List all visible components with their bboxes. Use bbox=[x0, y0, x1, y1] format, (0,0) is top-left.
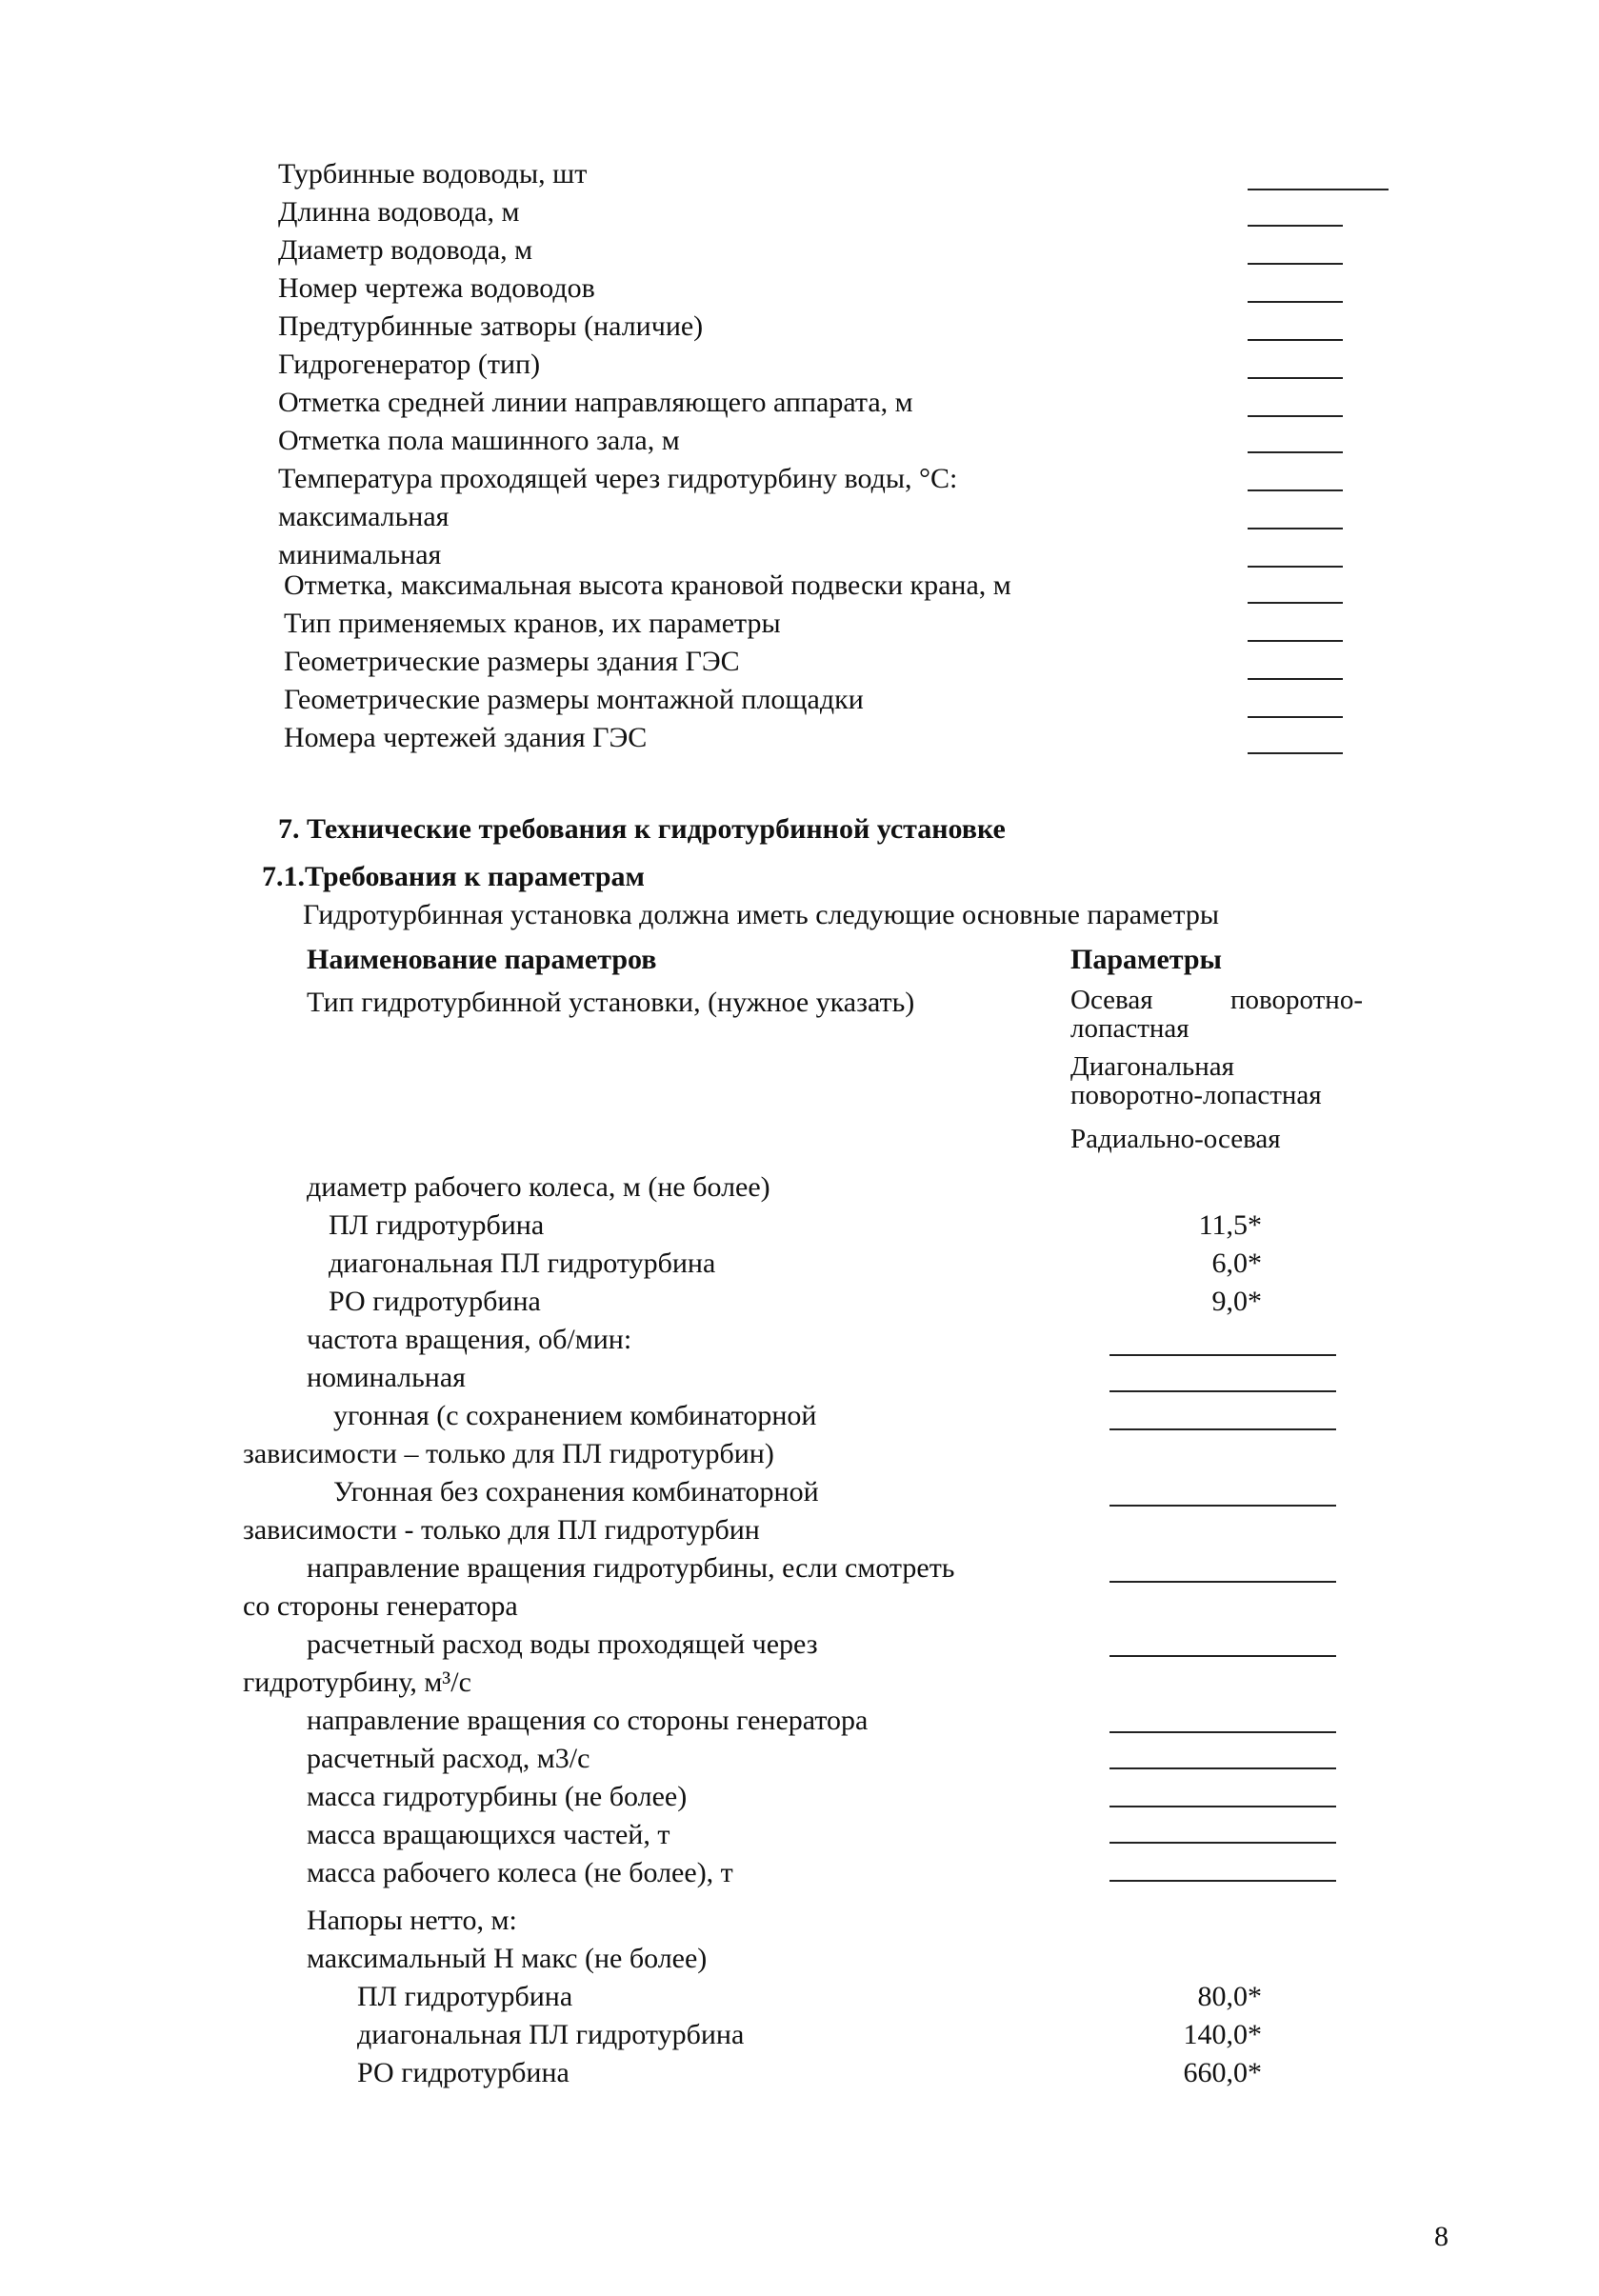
diameter-row-value: 6,0* bbox=[1211, 1248, 1262, 1279]
list-item: Гидрогенератор (тип) bbox=[278, 349, 541, 380]
param-label: масса вращающихся частей, т bbox=[307, 1819, 670, 1850]
list-item: минимальная bbox=[278, 539, 442, 570]
heads-row-value: 140,0* bbox=[1183, 2019, 1262, 2050]
blank-line bbox=[1248, 263, 1343, 265]
param-label: гидротурбину, м³/с bbox=[243, 1667, 471, 1698]
list-item: Длинна водовода, м bbox=[278, 196, 520, 228]
blank-line bbox=[1109, 1655, 1336, 1657]
blank-line bbox=[1248, 339, 1343, 341]
blank-line bbox=[1248, 415, 1343, 417]
blank-line bbox=[1248, 377, 1343, 379]
blank-line bbox=[1109, 1390, 1336, 1392]
list-item: Отметка средней линии направляющего аппарата, м bbox=[278, 387, 913, 418]
list-item: Температура проходящей через гидротурбину воды, °С: bbox=[278, 463, 958, 494]
param-label: Угонная без сохранения комбинаторной bbox=[333, 1476, 819, 1507]
blank-line bbox=[1248, 752, 1343, 754]
param-label: со стороны генератора bbox=[243, 1590, 518, 1622]
section-heading: 7. Технические требования к гидротурбинной установке bbox=[278, 813, 1006, 845]
heads-row-name: РО гидротурбина bbox=[357, 2057, 570, 2088]
blank-line bbox=[1248, 528, 1343, 529]
blank-line bbox=[1248, 602, 1343, 604]
list-item: Тип применяемых кранов, их параметры bbox=[284, 608, 781, 639]
blank-line bbox=[1109, 1581, 1336, 1583]
param-label: угонная (с сохранением комбинаторной bbox=[333, 1400, 817, 1431]
list-item: Номер чертежа водоводов bbox=[278, 272, 595, 304]
param-label: направление вращения со стороны генератора bbox=[307, 1705, 869, 1736]
param-label: расчетный расход, м3/с bbox=[307, 1743, 590, 1774]
blank-line bbox=[1248, 301, 1343, 303]
list-item: Предтурбинные затворы (наличие) bbox=[278, 310, 704, 342]
param-label: расчетный расход воды проходящей через bbox=[307, 1628, 818, 1660]
param-label: зависимости – только для ПЛ гидротурбин) bbox=[243, 1438, 774, 1469]
type-option: Радиально-осевая bbox=[1070, 1124, 1281, 1154]
heads-row-name: ПЛ гидротурбина bbox=[357, 1981, 573, 2012]
blank-line bbox=[1248, 678, 1343, 680]
type-option: лопастная bbox=[1070, 1013, 1189, 1044]
blank-line bbox=[1109, 1505, 1336, 1507]
list-item: Отметка пола машинного зала, м bbox=[278, 425, 680, 456]
diameter-row-value: 11,5* bbox=[1198, 1209, 1262, 1241]
blank-line bbox=[1248, 225, 1343, 227]
param-label: частота вращения, об/мин: bbox=[307, 1324, 632, 1355]
diameter-row-value: 9,0* bbox=[1211, 1286, 1262, 1317]
blank-line bbox=[1109, 1880, 1336, 1882]
type-label: Тип гидротурбинной установки, (нужное указать) bbox=[307, 987, 915, 1018]
column-header-name: Наименование параметров bbox=[307, 944, 657, 975]
blank-line bbox=[1109, 1731, 1336, 1733]
heads-row-name: диагональная ПЛ гидротурбина bbox=[357, 2019, 745, 2050]
heads-row-value: 660,0* bbox=[1183, 2057, 1262, 2088]
list-item: Геометрические размеры монтажной площадки bbox=[284, 684, 864, 715]
blank-line bbox=[1109, 1842, 1336, 1844]
type-option: Осевая bbox=[1070, 985, 1153, 1015]
list-item: Отметка, максимальная высота крановой подвески крана, м bbox=[284, 569, 1011, 601]
blank-line bbox=[1248, 451, 1343, 453]
diameter-row-name: диагональная ПЛ гидротурбина bbox=[329, 1248, 716, 1279]
blank-line bbox=[1109, 1767, 1336, 1769]
blank-line bbox=[1109, 1428, 1336, 1430]
type-option: поворотно- bbox=[1230, 985, 1363, 1015]
heads-label: Напоры нетто, м: bbox=[307, 1905, 517, 1936]
blank-line bbox=[1109, 1806, 1336, 1807]
diameter-row-name: РО гидротурбина bbox=[329, 1286, 541, 1317]
param-label: зависимости - только для ПЛ гидротурбин bbox=[243, 1514, 760, 1546]
diameter-row-name: ПЛ гидротурбина bbox=[329, 1209, 545, 1241]
blank-line bbox=[1109, 1354, 1336, 1356]
heads-max-label: максимальный Н макс (не более) bbox=[307, 1943, 708, 1974]
heads-row-value: 80,0* bbox=[1197, 1981, 1262, 2012]
list-item: Геометрические размеры здания ГЭС bbox=[284, 646, 740, 677]
column-header-value: Параметры bbox=[1070, 944, 1222, 975]
sub-heading: 7.1.Требования к параметрам bbox=[262, 861, 645, 892]
param-label: масса рабочего колеса (не более), т bbox=[307, 1857, 733, 1888]
param-label: направление вращения гидротурбины, если смотреть bbox=[307, 1552, 955, 1584]
list-item: Турбинные водоводы, шт bbox=[278, 158, 588, 190]
diameter-label: диаметр рабочего колеса, м (не более) bbox=[307, 1171, 770, 1203]
page-number: 8 bbox=[1434, 2221, 1449, 2252]
param-label: номинальная bbox=[307, 1362, 466, 1393]
list-item: максимальная bbox=[278, 501, 450, 532]
intro-text: Гидротурбинная установка должна иметь следующие основные параметры bbox=[303, 899, 1220, 930]
type-option: поворотно-лопастная bbox=[1070, 1080, 1322, 1110]
blank-line bbox=[1248, 189, 1389, 190]
list-item: Диаметр водовода, м bbox=[278, 234, 533, 266]
blank-line bbox=[1248, 640, 1343, 642]
type-option: Диагональная bbox=[1070, 1051, 1234, 1082]
blank-line bbox=[1248, 716, 1343, 718]
param-label: масса гидротурбины (не более) bbox=[307, 1781, 688, 1812]
blank-line bbox=[1248, 566, 1343, 568]
blank-line bbox=[1248, 489, 1343, 491]
list-item: Номера чертежей здания ГЭС bbox=[284, 722, 648, 753]
